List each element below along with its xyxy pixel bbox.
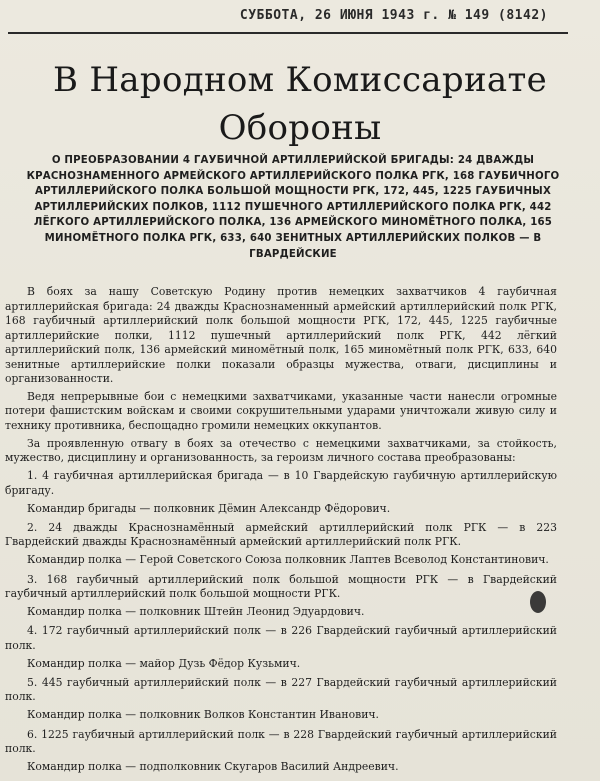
article-headline: В Народном Комиссариате Обороны	[52, 60, 548, 148]
issue-dateline: СУББОТА, 26 ИЮНЯ 1943 г. № 149 (8142)	[239, 8, 548, 23]
ink-blot	[530, 591, 546, 613]
commander-line: Командир полка — полковник Штейн Леонид Эдуардович.	[27, 604, 365, 618]
order-item: 2. 24 дважды Краснознамённый армейский артиллерийский полк РГК — в 223 Гвардейский дважды Краснознамённый армейский артиллерийский полк РГК.	[5, 520, 557, 549]
commander-line: Командир полка — подполковник Скугаров Василий Андреевич.	[27, 760, 399, 773]
body-paragraph: Ведя непрерывные бои с немецкими захватчиками, указанные части нанесли огромные потери фашистским войскам и своими сокрушительными ударами уничтожали живую силу и технику противника, беспощадно громили немецких оккупантов.	[5, 389, 557, 432]
article-subheading: О ПРЕОБРАЗОВАНИИ 4 ГАУБИЧНОЙ АРТИЛЛЕРИЙСКОЙ БРИГАДЫ: 24 ДВАЖДЫ КРАСНОЗНАМЕННОГО АРМЕЙСКОГО АРТИЛЛЕРИЙСКОГО ПОЛКА РГК, 168 ГАУБИЧНОГО АРТИЛЛЕРИЙСКОГО ПОЛКА БОЛЬШОЙ МОЩНОСТИ РГК, 172, 445, 1225 ГАУБИЧНЫХ АРТИЛЛЕРИЙСКИХ ПОЛКОВ, 1112 ПУШЕЧНОГО АРТИЛЛЕРИЙСКОГО ПОЛКА РГК, 442 ЛЁГКОГО АРТИЛЛЕРИЙСКОГО ПОЛКА, 136 АРМЕЙСКОГО МИНОМЁТНОГО ПОЛКА, 165 МИНОМЁТНОГО ПОЛКА РГК, 633, 640 ЗЕНИТНЫХ АРТИЛЛЕРИЙСКИХ ПОЛКОВ — В ГВАРДЕЙСКИЕ	[26, 155, 560, 260]
order-item: 1. 4 гаубичная артиллерийская бригада — в 10 Гвардейскую гаубичную артиллерийскую бригаду.	[5, 469, 557, 497]
order-item: 4. 172 гаубичный артиллерийский полк — в 226 Гвардейский гаубичный артиллерийский полк.	[5, 624, 557, 652]
commander-line: Командир полка — полковник Волков Константин Иванович.	[27, 708, 379, 722]
header-rule	[8, 32, 568, 34]
order-item: 5. 445 гаубичный артиллерийский полк — в 227 Гвардейский гаубичный артиллерийский полк.	[5, 675, 557, 704]
commander-line: Командир бригады — полковник Дёмин Александр Фёдорович.	[27, 501, 391, 515]
body-paragraph: В боях за нашу Советскую Родину против немецких захватчиков 4 гаубичная артиллерийская бригада: 24 дважды Краснознаменный армейский артиллерийский полк РГК, 168 гаубичный артиллерийский полк большой мощности РГК, 172, 445, 1225 гаубичные артиллерийские полки, 1112 пушечный артиллерийский полк РГК, 442 лёгкий артиллерийский полк, 136 армейский миномётный полк, 165 миномётный полк РГК, 633, 640 зенитные артиллерийские полки показали образцы мужества, отваги, дисциплины и организованности.	[5, 285, 557, 385]
order-item: 3. 168 гаубичный артиллерийский полк большой мощности РГК — в Гвардейский гаубичный артиллерийский полк большой мощности РГК.	[5, 572, 557, 601]
commander-line: Командир полка — майор Дузь Фёдор Кузьмич.	[27, 656, 301, 670]
order-item: 6. 1225 гаубичный артиллерийский полк — в 228 Гвардейский гаубичный артиллерийский полк.	[5, 727, 557, 756]
article-body	[5, 285, 557, 779]
body-paragraph: За проявленную отвагу в боях за отечество с немецкими захватчиками, за стойкость, мужество, дисциплину и организованность, за героизм личного состава преобразованы:	[5, 436, 557, 465]
commander-line: Командир полка — Герой Советского Союза полковник Лаптев Всеволод Константинович.	[27, 553, 549, 567]
